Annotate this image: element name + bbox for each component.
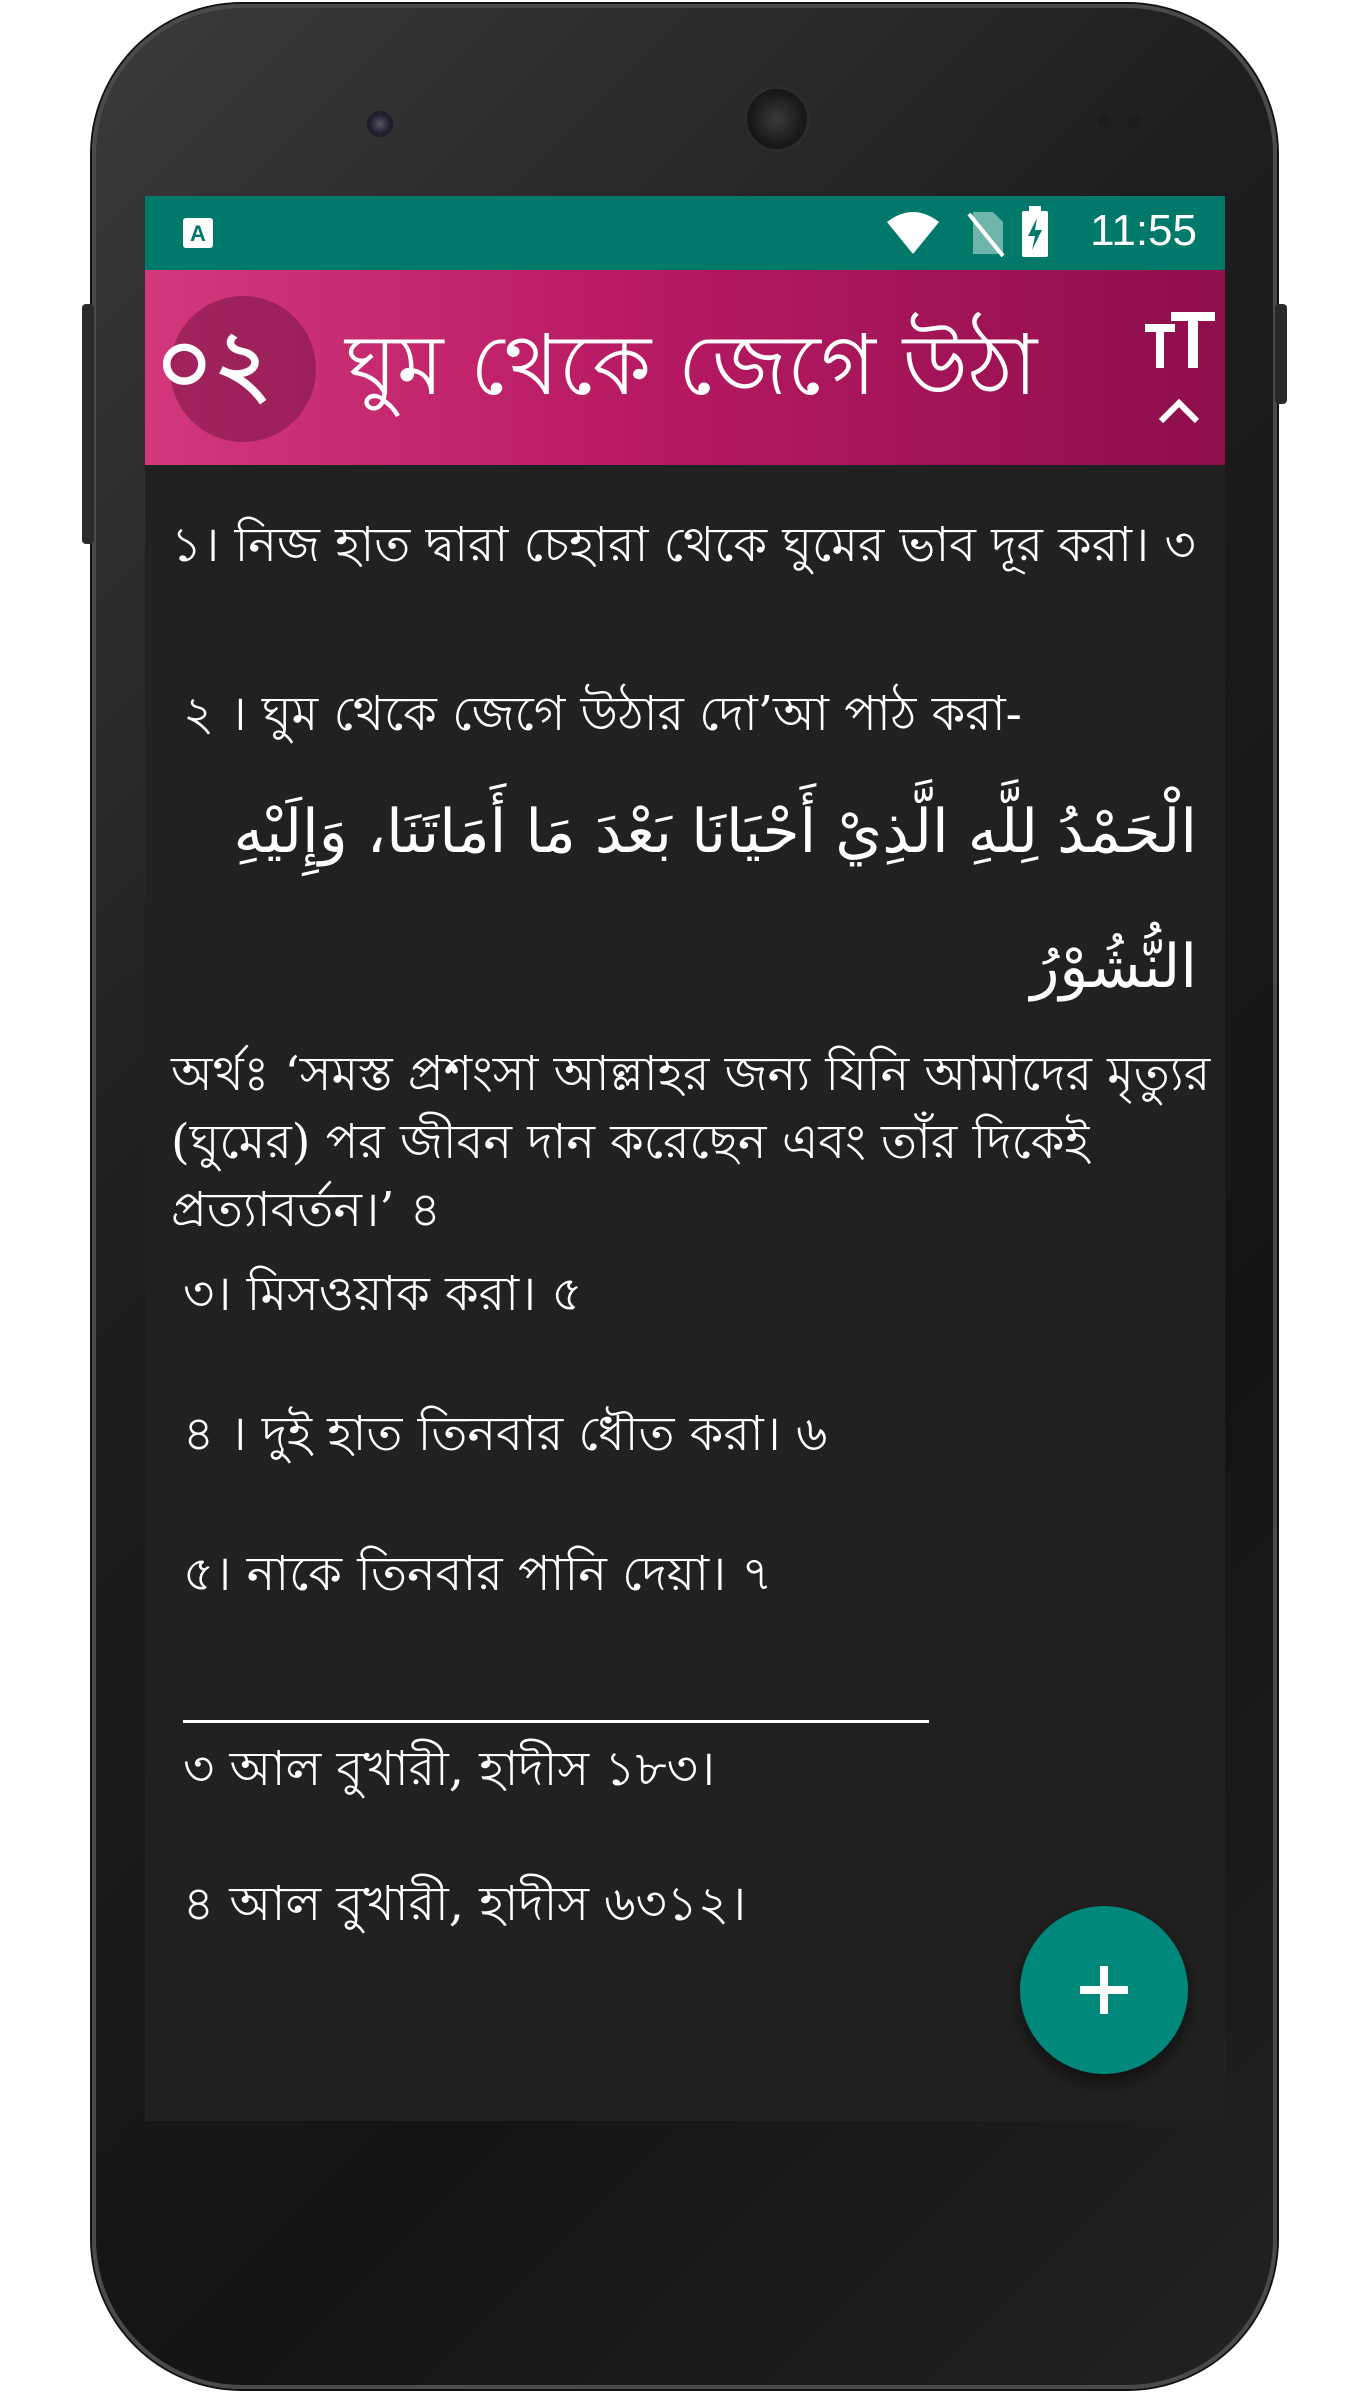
list-item-5: ৫। নাকে তিনবার পানি দেয়া। ৭ <box>183 1546 773 1602</box>
proximity-sensor <box>1097 114 1111 128</box>
battery-charging-icon <box>1020 206 1050 258</box>
no-sim-icon <box>965 210 1005 258</box>
list-item-4: ৪ । দুই হাত তিনবার ধৌত করা। ৬ <box>183 1406 828 1462</box>
chapter-number: ০২ <box>155 311 273 416</box>
svg-text:A: A <box>190 221 206 246</box>
volume-button <box>1275 304 1287 404</box>
add-button[interactable] <box>1020 1906 1188 2074</box>
power-button <box>82 304 94 544</box>
dua-meaning: অর্থঃ ‘সমস্ত প্রশংসা আল্লাহর জন্য যিনি আমাদের মৃত্যুর (ঘুমের) পর জীবন দান করেছেন এবং তাঁর দিকেই প্রত্যাবর্তন।’ ৪ <box>171 1046 1211 1238</box>
list-item-2: ২ । ঘুম থেকে জেগে উঠার দো’আ পাঠ করা- <box>183 686 1022 742</box>
footnote-1: ৩ আল বুখারী, হাদীস ১৮৩। <box>183 1741 716 1797</box>
status-time: 11:55 <box>1090 206 1197 255</box>
arabic-dua: الْحَمْدُ لِلَّهِ الَّذِيْ أَحْيَانَا بَعْدَ مَا أَمَاتَنَا، وَإِلَيْهِ النُّشُوْرُ <box>233 797 1197 1002</box>
text-size-icon[interactable] <box>1145 310 1217 370</box>
app-bar <box>145 270 1225 465</box>
app-notification-icon <box>181 216 215 250</box>
page-title: ঘুম থেকে জেগে উঠা <box>345 316 1038 414</box>
light-sensor <box>1127 114 1141 128</box>
front-camera <box>367 111 393 137</box>
chevron-up-icon[interactable] <box>1155 395 1203 425</box>
plus-icon <box>1020 1906 1188 2074</box>
list-item-1: ১। নিজ হাত দ্বারা চেহারা থেকে ঘুমের ভাব দূর করা। ৩ <box>171 517 1196 573</box>
article-content <box>145 465 1225 2121</box>
earpiece-speaker <box>747 89 807 149</box>
footnote-2: ৪ আল বুখারী, হাদীস ৬৩১২। <box>183 1876 747 1932</box>
wifi-icon <box>885 210 941 258</box>
list-item-3: ৩। মিসওয়াক করা। ৫ <box>183 1266 583 1322</box>
status-bar <box>145 196 1225 270</box>
screen <box>145 196 1225 2121</box>
footnote-divider <box>183 1720 929 1723</box>
